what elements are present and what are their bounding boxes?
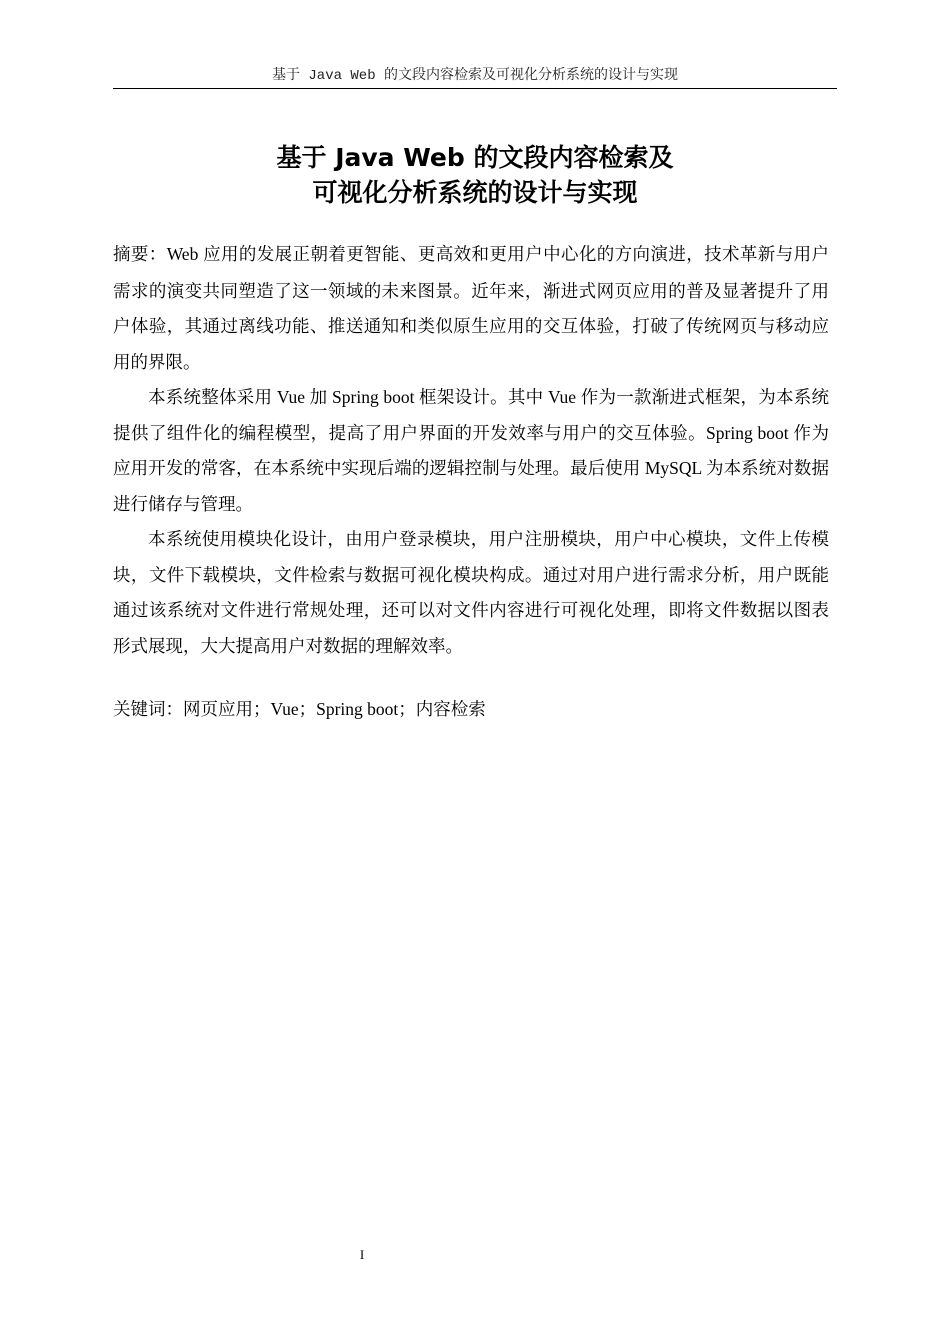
document-title	[113, 140, 837, 210]
title-line-1: 基于 Java Web 的文段内容检索及	[276, 143, 674, 172]
abstract-paragraph-1	[113, 237, 829, 380]
running-header-text: 基于 Java Web 的文段内容检索及可视化分析系统的设计与实现	[271, 68, 678, 84]
abstract-label: 摘要：	[113, 245, 167, 265]
abstract-paragraph-2: 本系统整体采用 Vue 加 Spring boot 框架设计。其中 Vue 作为一款渐进式框架，为本系统提供了组件化的编程模型，提高了用户界面的开发效率与用户的交互体验。Spring boot 作为应用开发的常客，在本系统中实现后端的逻辑控制与处理。最后使用 MySQL 为本系统对数据进行储存与管理。	[113, 387, 829, 514]
keywords-line	[113, 692, 829, 729]
keywords-text: 网页应用；Vue；Spring boot；内容检索	[183, 699, 486, 719]
keywords-label: 关键词：	[113, 700, 183, 720]
title-line-2: 可视化分析系统的设计与实现	[312, 178, 638, 207]
page-number: I	[359, 1247, 365, 1262]
running-header	[113, 66, 837, 89]
abstract-paragraph-1-text: Web 应用的发展正朝着更智能、更高效和更用户中心化的方向演进，技术革新与用户需求的演变共同塑造了这一领域的未来图景。近年来，渐进式网页应用的普及显著提升了用户体验，其通过离线功能、推送通知和类似原生应用的交互体验，打破了传统网页与移动应用的界限。	[113, 244, 829, 372]
abstract-paragraph-3: 本系统使用模块化设计，由用户登录模块，用户注册模块，用户中心模块，文件上传模块，文件下载模块，文件检索与数据可视化模块构成。通过对用户进行需求分析，用户既能通过该系统对文件进行常规处理，还可以对文件内容进行可视化处理，即将文件数据以图表形式展现，大大提高用户对数据的理解效率。	[113, 529, 829, 656]
abstract-section	[113, 237, 829, 664]
